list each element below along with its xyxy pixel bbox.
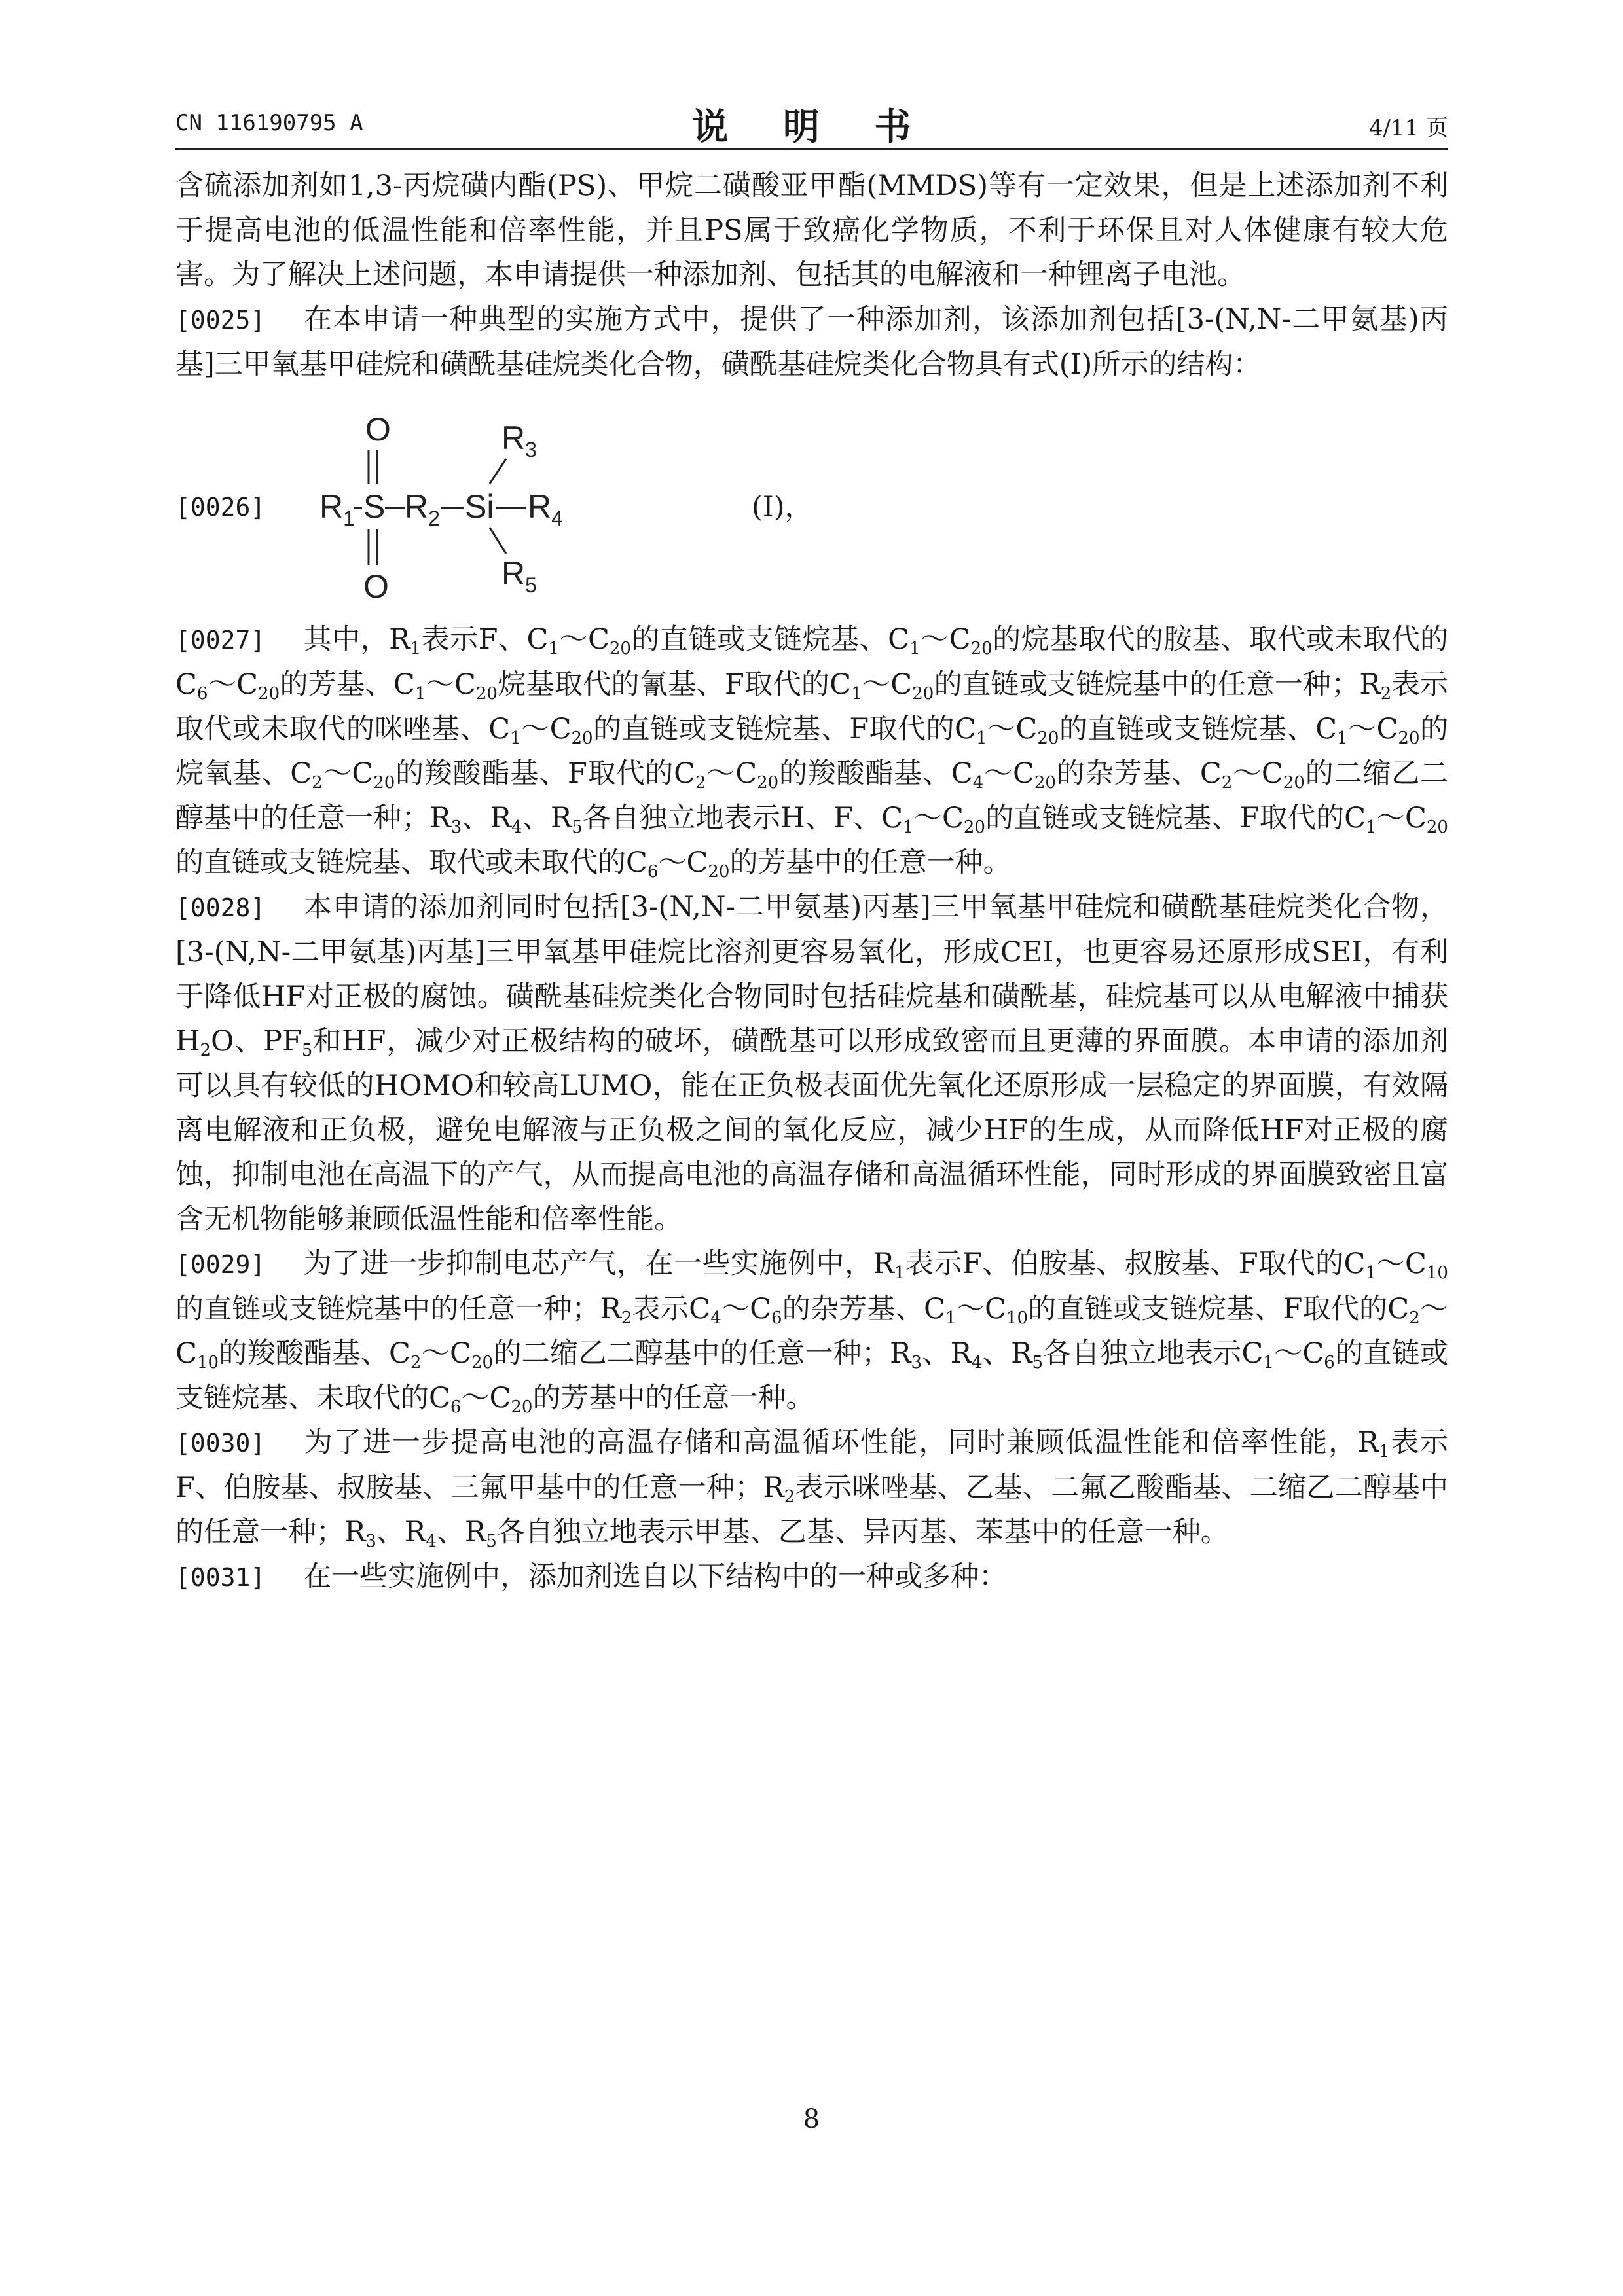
text-run: ～C [706,757,757,790]
subscript: 20 [475,684,498,704]
text-run: ～C [421,1337,471,1370]
paragraph-number: [0027] [175,626,266,655]
text-run: 表示取代或未取代的咪唑基、C [175,668,1448,745]
text-run: 、R [922,1337,972,1370]
paragraph-0030 [175,1420,1448,1554]
subscript: 2 [200,1041,211,1060]
atom-r1: $R_1$ [319,488,355,530]
subscript: 20 [373,773,395,793]
paragraph-0029 [175,1242,1448,1420]
atom-o-bottom: O [363,568,389,605]
paragraph-number: [0030] [175,1429,266,1458]
subscript: 10 [196,1353,219,1372]
text-run: ～C [1273,1337,1324,1370]
text-run: 的杂芳基、C [1055,757,1222,790]
paragraph-0025 [175,297,1448,387]
subscript: 1 [548,639,559,658]
page-number: 8 [803,2104,820,2134]
paragraph-text [175,891,1448,1236]
publication-number: CN 116190795 A [175,110,363,136]
subscript: 20 [258,684,280,704]
text-run: 的芳基中的任意一种。 [532,1382,814,1414]
text-run: 的直链或支链烷基、C [1059,713,1338,745]
subscript: 1 [510,728,521,748]
text-run: 的芳基中的任意一种。 [729,846,1012,879]
subscript: 20 [1398,728,1420,748]
subscript: 2 [410,1353,422,1372]
text-run: 的芳基、C [280,668,415,701]
text-run: ～C [658,846,708,879]
text-run: 的直链或支链烷基、F取代的C [593,713,976,745]
subscript: 20 [1283,773,1305,793]
subscript: 1 [851,684,862,704]
text-run: ～C [862,668,913,701]
text-run: 为了进一步提高电池的高温存储和高温循环性能，同时兼顾低温性能和倍率性能，R [303,1426,1379,1459]
subscript: 1 [414,684,426,704]
text-run: 表示咪唑基、乙基、二氟乙酸酯基、二缩乙二醇基中的任意一种；R [175,1471,1448,1549]
subscript: 20 [511,1397,533,1417]
subscript: 4 [971,1353,983,1372]
text-run: ～C [1232,757,1283,790]
subscript: 2 [695,773,706,793]
subscript: 1 [1365,1263,1376,1283]
text-run: O、PF [211,1025,302,1058]
subscript: 6 [196,684,208,704]
formula-I [175,387,1448,617]
atom-r4: $R_4$ [528,488,563,530]
text-run: 表示C [632,1293,711,1325]
text-run: ～C [721,1293,772,1325]
subscript: 1 [976,728,987,748]
atom-r3: $R_3$ [501,420,537,461]
document-title: 说 明 书 [691,106,932,149]
text-run: ～C [520,713,572,745]
text-run: ～C [175,1293,1449,1370]
text-run: 烷基取代的氰基、F取代的C [497,668,852,701]
paragraph-text: 在本申请一种典型的实施方式中，提供了一种添加剂，该添加剂包括[3-(N,N-二甲氨基)丙基]三甲氧基甲硅烷和磺酰基硅烷类化合物，磺酰基硅烷类化合物具有式(I)所示的结构： [175,303,1448,381]
text-run: ～C [322,757,374,790]
subscript: 10 [1006,1308,1028,1328]
paragraph-0031 [175,1554,1448,1600]
text-run: 、R [462,802,511,834]
text-run: 的羧酸酯基、F取代的C [395,757,696,790]
paragraph-text: 在一些实施例中，添加剂选自以下结构中的一种或多种： [303,1560,1007,1593]
text-run: 和HF，减少对正极结构的破坏，磺酰基可以形成致密而且更薄的界面膜。本申请的添加剂可以具有较低的HOMO和较高LUMO，能在正负极表面优先氧化还原形成一层稳定的界面膜，有效隔离电解液和正负极，避免电解液与正负极之间的氧化反应，减少HF的生成，从而降低HF对正极的腐蚀，抑制电池在高温下的产气，从而提高电池的高温存储和高温循环性能，同时形成的界面膜致密且富含无机物能够兼顾低温性能和倍率性能。 [175,1025,1448,1236]
subscript: 20 [471,1353,494,1372]
subscript: 6 [450,1397,462,1417]
subscript: 6 [1324,1353,1335,1372]
subscript: 20 [912,684,934,704]
page-indicator: 4/11 页 [1368,115,1448,141]
subscript: 1 [1379,1442,1390,1462]
text-run: ～C [1376,802,1427,834]
text-run: ～C [461,1382,511,1414]
text-run: ～C [956,1293,1006,1325]
subscript: 5 [572,817,583,837]
subscript: 2 [621,1308,632,1328]
text-run: 的烷氧基、C [175,713,1448,790]
paragraph-text [175,1247,1449,1417]
text-run: 的直链或支链烷基中的任意一种；R [934,668,1381,701]
subscript: 1 [894,1263,905,1283]
text-run: 的二缩乙二醇基中的任意一种；R [175,757,1448,834]
header-rule [175,148,1448,150]
text-run: ～C [920,623,971,656]
subscript: 20 [609,639,631,658]
document-body [175,164,1448,1600]
text-run: 的杂芳基、C [782,1293,945,1325]
text-run: ～C [1376,1247,1427,1280]
paragraph-number: [0026] [175,493,266,522]
text-run: 表示F、C [421,623,549,656]
text-run: ～C [208,668,259,701]
subscript: 4 [710,1308,721,1328]
paragraph-text [175,1426,1448,1549]
subscript: 20 [1034,773,1056,793]
text-run: 的直链或支链烷基、C [630,623,910,656]
atom-si: Si [465,488,494,525]
subscript: 20 [1037,728,1059,748]
subscript: 4 [511,817,522,837]
text-run: 、R [522,802,572,834]
subscript: 5 [301,1041,313,1060]
atom-r5: $R_5$ [501,555,537,597]
subscript: 2 [1221,773,1233,793]
text-run: 各自独立地表示甲基、乙基、异丙基、苯基中的任意一种。 [496,1516,1229,1549]
paragraph-number: [0025] [175,306,266,334]
text-run: 、R [982,1337,1032,1370]
text-run: 的羧酸酯基、C [778,757,973,790]
subscript: 1 [909,639,921,658]
subscript: 5 [1032,1353,1044,1372]
subscript: 4 [426,1532,437,1551]
text-run: 的二缩乙二醇基中的任意一种；R [493,1337,911,1370]
subscript: 1 [1337,728,1348,748]
sulfonyl-silane-structure [306,387,752,617]
subscript: 2 [784,1487,795,1507]
paragraph-number: [0031] [175,1563,266,1592]
text-run: 的直链或支链烷基、F取代的C [985,802,1366,834]
subscript: 1 [945,1308,957,1328]
paragraph-number: [0029] [175,1250,266,1279]
subscript: 1 [1366,817,1377,837]
atom-s: S [363,488,386,525]
text-run: 的直链或支链烷基中的任意一种；R [175,1293,621,1325]
text-run: 的直链或支链烷基、未取代的C [175,1337,1448,1414]
text-run: ～C [1347,713,1398,745]
text-run: 、R [436,1516,486,1549]
text-run: ～C [983,757,1034,790]
subscript: 10 [1426,1263,1448,1283]
subscript: 1 [410,639,422,658]
subscript: 3 [365,1532,376,1551]
atom-o-top: O [365,411,391,448]
subscript: 5 [486,1532,497,1551]
text-run: 的羧酸酯基、C [219,1337,410,1370]
subscript: 20 [757,773,779,793]
paragraph-0027 [175,617,1448,885]
subscript: 20 [963,817,985,837]
text-run: 各自独立地表示C [1043,1337,1264,1370]
paragraph-0028 [175,885,1448,1242]
subscript: 2 [1380,684,1392,704]
subscript: 20 [708,862,730,882]
text-run: 的烷基取代的胺基、取代或未取代的C [175,623,1448,701]
paragraph-0024-continued: 含硫添加剂如1,3-丙烷磺内酯(PS)、甲烷二磺酸亚甲酯(MMDS)等有一定效果，但是上述添加剂不利于提高电池的低温性能和倍率性能，并且PS属于致癌化学物质，不利于环保且对人体健康有较大危害。为了解决上述问题，本申请提供一种添加剂、包括其的电解液和一种锂离子电池。 [175,170,1448,291]
subscript: 1 [903,817,914,837]
formula-label: (I)， [752,491,813,524]
text-run: 表示F、伯胺基、叔胺基、F取代的C [905,1247,1366,1280]
text-run: ～C [426,668,476,701]
subscript: 20 [970,639,993,658]
page-header [175,98,1448,149]
subscript: 6 [647,862,659,882]
text-run: 的直链或支链烷基、取代或未取代的C [175,846,647,879]
text-run: 各自独立地表示H、F、C [582,802,903,834]
subscript: 6 [771,1308,782,1328]
subscript: 1 [1263,1353,1274,1372]
text-run: 为了进一步抑制电芯产气，在一些实施例中，R [303,1247,894,1280]
atom-r2: $R_2$ [405,488,440,530]
subscript: 2 [1409,1308,1420,1328]
text-run: ～C [987,713,1038,745]
text-run: ～C [913,802,964,834]
text-run: 本申请的添加剂同时包括[3-(N,N-二甲氨基)丙基]三甲氧基甲硅烷和磺酰基硅烷类化合物，[3-(N,N-二甲氨基)丙基]三甲氧基甲硅烷比溶剂更容易氧化，形成CEI，也更容易还原形成SEI，有利于降低HF对正极的腐蚀。磺酰基硅烷类化合物同时包括硅烷基和磺酰基，硅烷基可以从电解液中捕获H [175,891,1448,1058]
subscript: 2 [312,773,323,793]
text-run: 的直链或支链烷基、F取代的C [1028,1293,1410,1325]
paragraph-text [175,623,1448,882]
subscript: 3 [450,817,462,837]
text-run: 、R [376,1516,426,1549]
subscript: 20 [1426,817,1448,837]
text-run: 其中，R [303,623,410,656]
subscript: 20 [571,728,593,748]
text-run: 表示F、伯胺基、叔胺基、三氟甲基中的任意一种；R [175,1426,1448,1504]
paragraph-number: [0028] [175,893,266,922]
text-run: ～C [558,623,610,656]
subscript: 3 [911,1353,922,1372]
subscript: 4 [972,773,984,793]
